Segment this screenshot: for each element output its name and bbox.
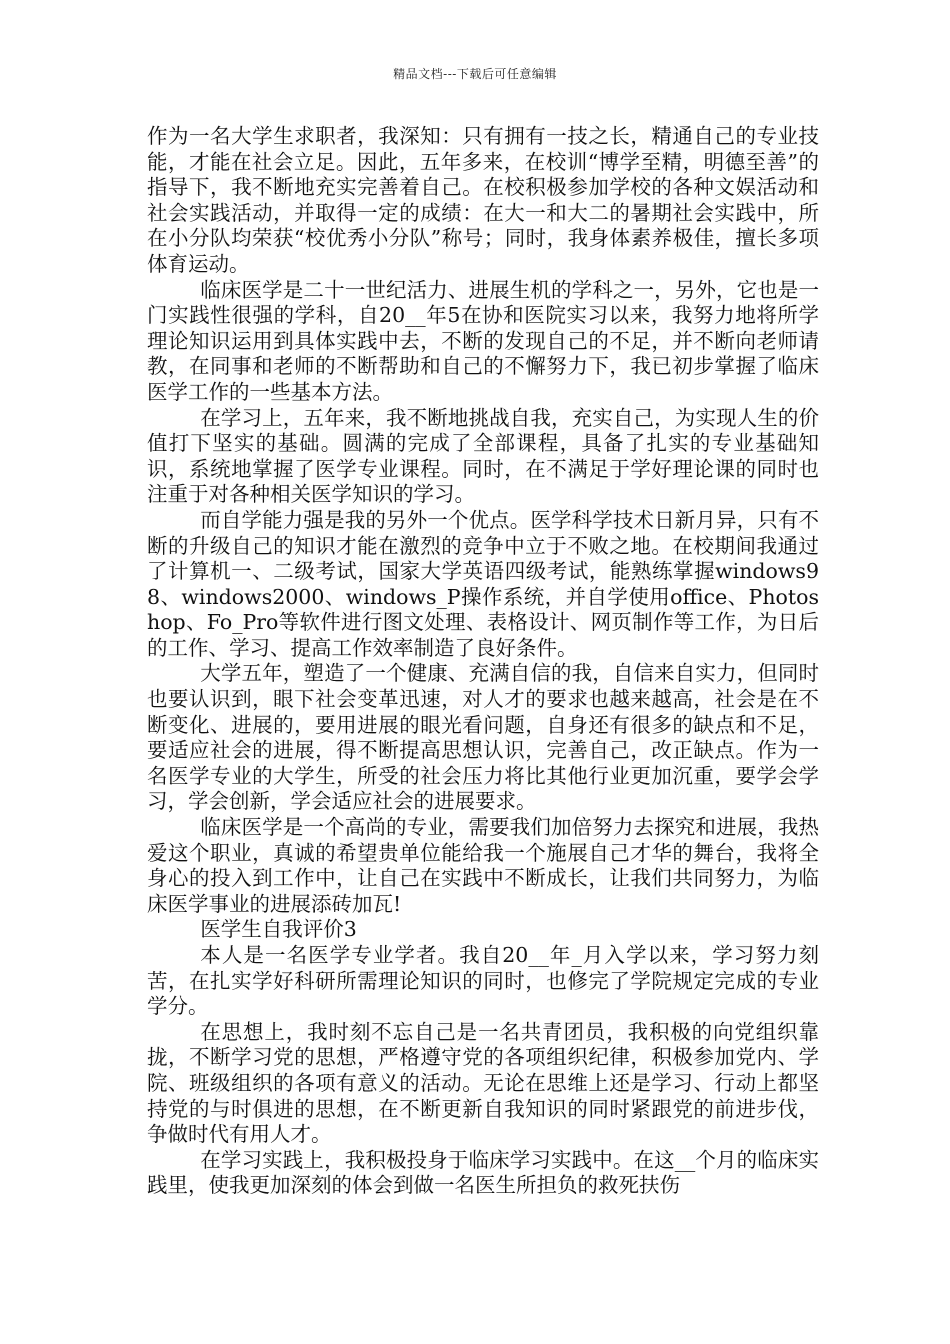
paragraph-five-years: 大学五年，塑造了一个健康、充满自信的我，自信来自实力，但同时也要认识到，眼下社会变革迅速，对人才的要求也越来越高，社会是在不断变化、进展的，要用进展的眼光看问题，自身还有很多的缺点和不足，要适应社会的进展，得不断提高思想认识，完善自己，改正缺点。作为一名医学专业的大学生，所受的社会压力将比其他行业更加沉重，要学会学习，学会创新，学会适应社会的进展要求。	[147, 661, 819, 814]
paragraph-self-intro: 本人是一名医学专业学者。我自20__年_月入学以来，学习努力刻苦，在扎实学好科研所需理论知识的同时，也修完了学院规定完成的专业学分。	[147, 943, 819, 1019]
paragraph-self-learning: 而自学能力强是我的另外一个优点。医学科学技术日新月异，只有不断的升级自己的知识才能在激烈的竞争中立于不败之地。在校期间我通过了计算机一、二级考试，国家大学英语四级考试，能熟练掌握windows98、windows2000、windows_P操作系统，并自学使用office、Photoshop、Fo_Pro等软件进行图文处理、表格设计、网页制作等工作，为日后的工作、学习、提高工作效率制造了良好条件。	[147, 507, 819, 660]
paragraph-study: 在学习上，五年来，我不断地挑战自我，充实自己，为实现人生的价值打下坚实的基础。圆满的完成了全部课程，具备了扎实的专业基础知识，系统地掌握了医学专业课程。同时，在不满足于学好理论课的同时也注重于对各种相关医学知识的学习。	[147, 405, 819, 507]
paragraph-ideology: 在思想上，我时刻不忘自己是一名共青团员，我积极的向党组织靠拢，不断学习党的思想，严格遵守党的各项组织纪律，积极参加党内、学院、班级组织的各项有意义的活动。无论在思维上还是学习、行动上都坚持党的与时俱进的思想，在不断更新自我知识的同时紧跟党的前进步伐，争做时代有用人才。	[147, 1019, 819, 1147]
document-body	[147, 124, 819, 1199]
paragraph-noble-profession: 临床医学是一个高尚的专业，需要我们加倍努力去探究和进展，我热爱这个职业，真诚的希望贵单位能给我一个施展自己才华的舞台，我将全身心的投入到工作中，让自己在实践中不断成长，让我们共同努力，为临床医学事业的进展添砖加瓦!	[147, 815, 819, 916]
paragraph-intro: 作为一名大学生求职者，我深知：只有拥有一技之长，精通自己的专业技能，才能在社会立足。因此，五年多来，在校训“博学至精，明德至善”的指导下，我不断地充实完善着自己。在校积极参加学校的各种文娱活动和社会实践活动，并取得一定的成绩：在大一和大二的暑期社会实践中，所在小分队均荣获“校优秀小分队”称号；同时，我身体素养极佳，擅长多项体育运动。	[147, 124, 819, 276]
section-heading: 医学生自我评价3	[200, 917, 357, 942]
paragraph-practice: 在学习实践上，我积极投身于临床学习实践中。在这__个月的临床实践里，使我更加深刻的体会到做一名医生所担负的救死扶伤	[147, 1147, 819, 1198]
paragraph-clinical-medicine: 临床医学是二十一世纪活力、进展生机的学科之一，另外，它也是一门实践性很强的学科，自20__年5在协和医院实习以来，我努力地将所学理论知识运用到具体实践中去，不断的发现自己的不足，并不断向老师请教，在同事和老师的不断帮助和自己的不懈努力下，我已初步掌握了临床医学工作的一些基本方法。	[147, 277, 819, 404]
page-header: 精品文档---下载后可任意编辑	[393, 67, 557, 81]
